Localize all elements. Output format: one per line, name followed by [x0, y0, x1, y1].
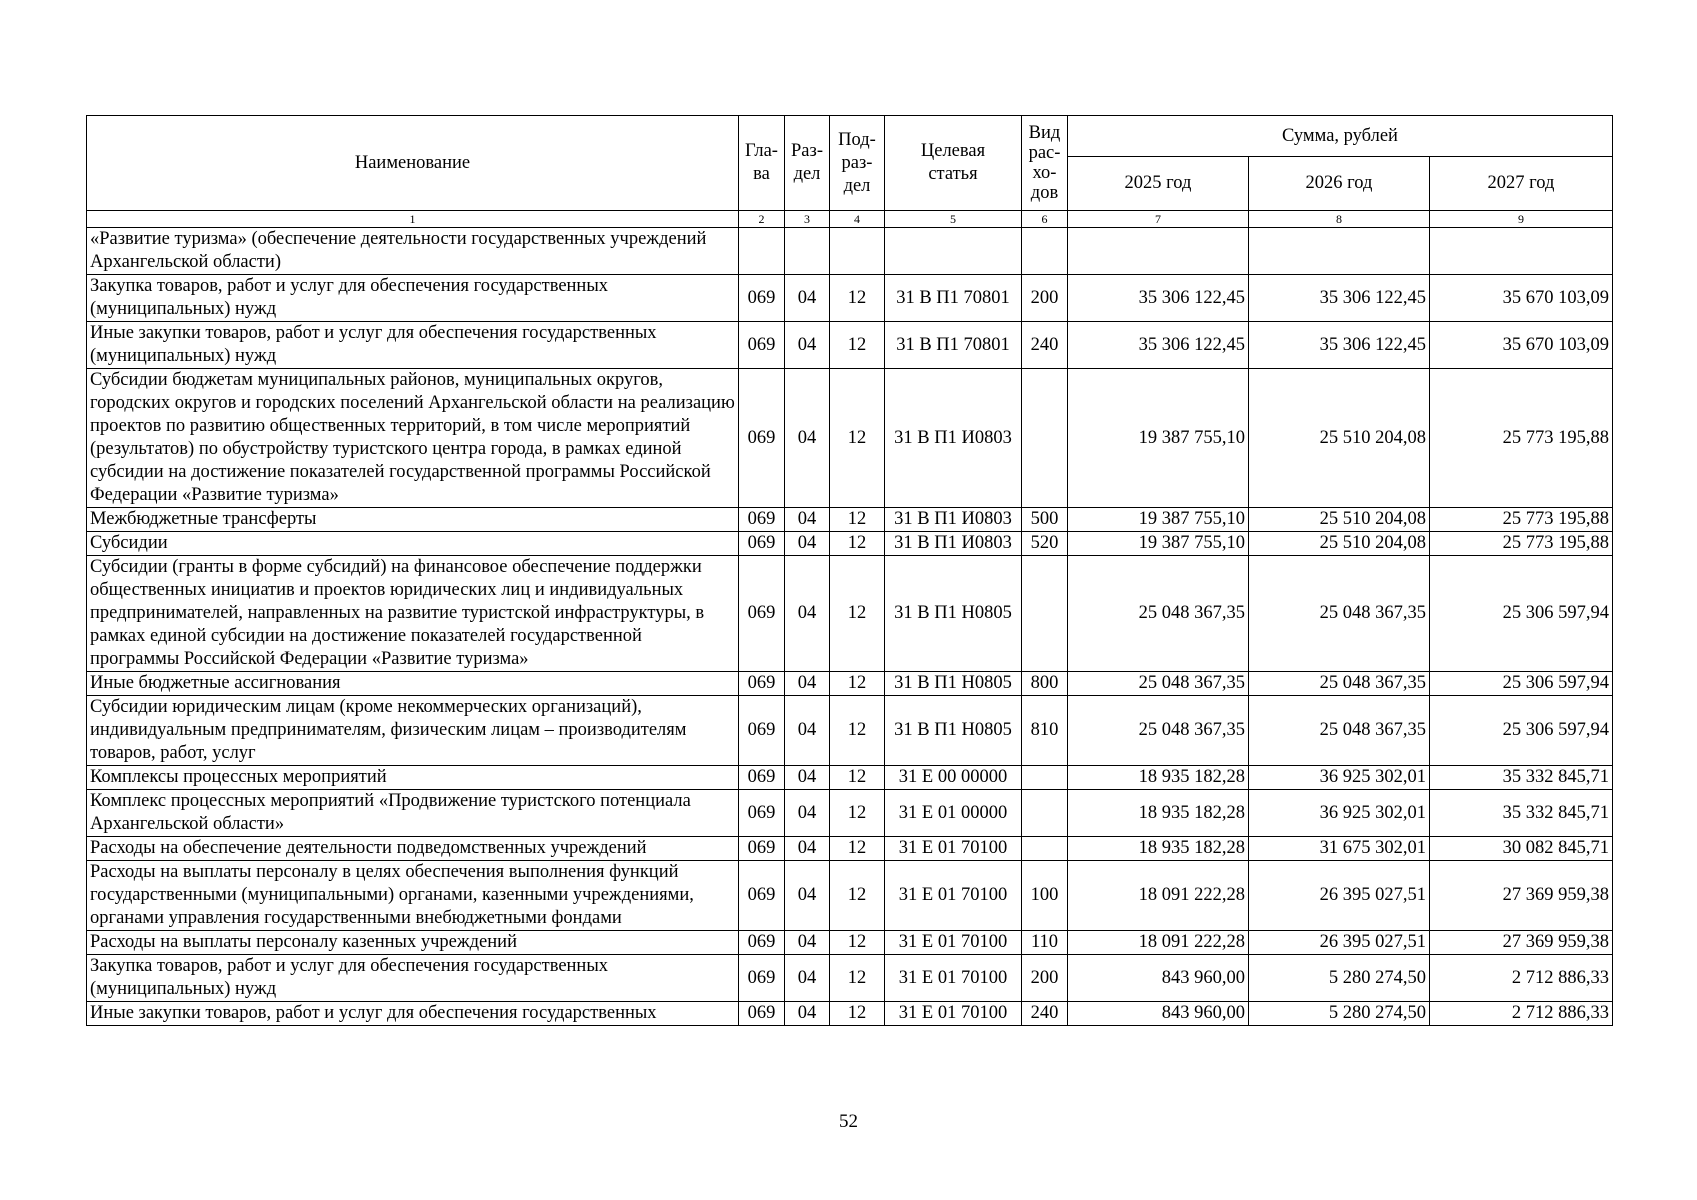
row-section: 04: [785, 556, 830, 672]
row-name: Закупка товаров, работ и услуг для обеспечения государственных (муниципальных) нужд: [87, 955, 739, 1002]
row-target-article: 31 Е 01 70100: [885, 837, 1022, 861]
row-sum-2026: 26 395 027,51: [1249, 931, 1430, 955]
column-number: 3: [785, 211, 830, 228]
row-section: 04: [785, 955, 830, 1002]
row-expense-type: 200: [1022, 955, 1068, 1002]
row-chapter: 069: [739, 275, 785, 322]
row-section: 04: [785, 931, 830, 955]
row-sum-2025: 25 048 367,35: [1068, 556, 1249, 672]
row-target-article: 31 Е 01 00000: [885, 790, 1022, 837]
row-sum-2027: 25 306 597,94: [1430, 672, 1613, 696]
row-chapter: 069: [739, 532, 785, 556]
row-chapter: 069: [739, 696, 785, 766]
table-row: [87, 369, 1613, 508]
row-sum-2026: 26 395 027,51: [1249, 861, 1430, 931]
row-target-article: [885, 228, 1022, 275]
table-row: [87, 672, 1613, 696]
table-row: [87, 955, 1613, 1002]
row-sum-2025: 19 387 755,10: [1068, 508, 1249, 532]
row-sum-2027: 30 082 845,71: [1430, 837, 1613, 861]
row-subsection: 12: [830, 837, 885, 861]
row-expense-type: 240: [1022, 322, 1068, 369]
row-name: Расходы на выплаты персоналу казенных учреждений: [87, 931, 739, 955]
column-number: 8: [1249, 211, 1430, 228]
row-sum-2027: 35 670 103,09: [1430, 322, 1613, 369]
row-target-article: 31 В П1 Н0805: [885, 556, 1022, 672]
row-chapter: 069: [739, 672, 785, 696]
row-sum-2025: 18 935 182,28: [1068, 790, 1249, 837]
row-subsection: 12: [830, 931, 885, 955]
row-name: «Развитие туризма» (обеспечение деятельности государственных учреждений Архангельской области): [87, 228, 739, 275]
row-sum-2027: 35 670 103,09: [1430, 275, 1613, 322]
row-subsection: 12: [830, 672, 885, 696]
row-name: Закупка товаров, работ и услуг для обеспечения государственных (муниципальных) нужд: [87, 275, 739, 322]
row-target-article: 31 Е 01 70100: [885, 1002, 1022, 1026]
row-subsection: 12: [830, 322, 885, 369]
row-sum-2026: 36 925 302,01: [1249, 790, 1430, 837]
row-expense-type: 800: [1022, 672, 1068, 696]
row-expense-type: [1022, 556, 1068, 672]
row-target-article: 31 Е 01 70100: [885, 955, 1022, 1002]
row-section: 04: [785, 766, 830, 790]
row-name: Комплекс процессных мероприятий «Продвижение туристского потенциала Архангельской области»: [87, 790, 739, 837]
budget-table: [86, 115, 1613, 1026]
row-sum-2025: 18 935 182,28: [1068, 766, 1249, 790]
row-chapter: 069: [739, 837, 785, 861]
row-sum-2027: 25 306 597,94: [1430, 556, 1613, 672]
table-row: [87, 1002, 1613, 1026]
row-sum-2025: 19 387 755,10: [1068, 369, 1249, 508]
column-number: 1: [87, 211, 739, 228]
row-name: Иные закупки товаров, работ и услуг для обеспечения государственных: [87, 1002, 739, 1026]
row-chapter: 069: [739, 556, 785, 672]
row-expense-type: 240: [1022, 1002, 1068, 1026]
row-chapter: 069: [739, 322, 785, 369]
table-row: [87, 532, 1613, 556]
header-subsection: Под- раз- дел: [830, 116, 885, 211]
row-section: 04: [785, 790, 830, 837]
row-sum-2027: 2 712 886,33: [1430, 955, 1613, 1002]
row-sum-2027: [1430, 228, 1613, 275]
row-target-article: 31 В П1 70801: [885, 322, 1022, 369]
row-sum-2027: 25 773 195,88: [1430, 369, 1613, 508]
row-sum-2026: 36 925 302,01: [1249, 766, 1430, 790]
row-chapter: 069: [739, 790, 785, 837]
row-subsection: 12: [830, 1002, 885, 1026]
row-sum-2026: 5 280 274,50: [1249, 1002, 1430, 1026]
row-chapter: [739, 228, 785, 275]
row-expense-type: 500: [1022, 508, 1068, 532]
column-numbers-row: [87, 211, 1613, 228]
row-sum-2027: 2 712 886,33: [1430, 1002, 1613, 1026]
row-section: 04: [785, 837, 830, 861]
table-header: [87, 116, 1613, 228]
row-chapter: 069: [739, 1002, 785, 1026]
row-sum-2026: 25 510 204,08: [1249, 369, 1430, 508]
row-target-article: 31 В П1 70801: [885, 275, 1022, 322]
row-sum-2026: 31 675 302,01: [1249, 837, 1430, 861]
table-row: [87, 861, 1613, 931]
row-target-article: 31 В П1 И0803: [885, 369, 1022, 508]
header-section: Раз- дел: [785, 116, 830, 211]
row-sum-2025: 18 935 182,28: [1068, 837, 1249, 861]
row-section: 04: [785, 508, 830, 532]
row-sum-2027: 35 332 845,71: [1430, 766, 1613, 790]
row-sum-2027: 25 773 195,88: [1430, 508, 1613, 532]
row-sum-2027: 25 306 597,94: [1430, 696, 1613, 766]
header-name: Наименование: [87, 116, 739, 211]
row-subsection: 12: [830, 369, 885, 508]
row-name: Иные закупки товаров, работ и услуг для обеспечения государственных (муниципальных) нужд: [87, 322, 739, 369]
table-row: [87, 790, 1613, 837]
row-subsection: 12: [830, 556, 885, 672]
header-sum: Сумма, рублей: [1068, 116, 1613, 157]
column-number: 4: [830, 211, 885, 228]
table-body: [87, 228, 1613, 1026]
row-subsection: 12: [830, 508, 885, 532]
row-sum-2026: [1249, 228, 1430, 275]
row-name: Субсидии: [87, 532, 739, 556]
row-section: 04: [785, 275, 830, 322]
row-sum-2027: 27 369 959,38: [1430, 931, 1613, 955]
row-expense-type: 520: [1022, 532, 1068, 556]
row-name: Расходы на обеспечение деятельности подведомственных учреждений: [87, 837, 739, 861]
row-target-article: 31 В П1 И0803: [885, 508, 1022, 532]
row-name: Межбюджетные трансферты: [87, 508, 739, 532]
header-year-2025: 2025 год: [1068, 157, 1249, 211]
column-number: 7: [1068, 211, 1249, 228]
row-name: Расходы на выплаты персоналу в целях обеспечения выполнения функций государственными (муниципальными) органами, казенными учреждениями, органами управления государственными внебюджетными фондами: [87, 861, 739, 931]
row-section: 04: [785, 696, 830, 766]
row-name: Субсидии бюджетам муниципальных районов, муниципальных округов, городских округов и городских поселений Архангельской области на реализацию проектов по развитию общественных территорий, в том числе мероприятий (результатов) по обустройству туристского центра города, в рамках единой субсидии на достижение показателей государственной программы Российской Федерации «Развитие туризма»: [87, 369, 739, 508]
row-expense-type: [1022, 837, 1068, 861]
table-row: [87, 228, 1613, 275]
row-sum-2026: 25 048 367,35: [1249, 556, 1430, 672]
row-name: Комплексы процессных мероприятий: [87, 766, 739, 790]
row-sum-2027: 27 369 959,38: [1430, 861, 1613, 931]
row-sum-2026: 25 048 367,35: [1249, 672, 1430, 696]
row-target-article: 31 В П1 И0803: [885, 532, 1022, 556]
column-number: 2: [739, 211, 785, 228]
row-expense-type: 100: [1022, 861, 1068, 931]
table-row: [87, 696, 1613, 766]
row-sum-2025: 18 091 222,28: [1068, 861, 1249, 931]
row-expense-type: [1022, 790, 1068, 837]
header-target-article: Целевая статья: [885, 116, 1022, 211]
header-year-2026: 2026 год: [1249, 157, 1430, 211]
header-year-2027: 2027 год: [1430, 157, 1613, 211]
row-section: 04: [785, 672, 830, 696]
table-row: [87, 931, 1613, 955]
table-row: [87, 766, 1613, 790]
row-chapter: 069: [739, 955, 785, 1002]
row-expense-type: 200: [1022, 275, 1068, 322]
row-target-article: 31 Е 00 00000: [885, 766, 1022, 790]
row-subsection: 12: [830, 955, 885, 1002]
row-sum-2025: 18 091 222,28: [1068, 931, 1249, 955]
row-section: 04: [785, 861, 830, 931]
row-name: Иные бюджетные ассигнования: [87, 672, 739, 696]
row-sum-2025: 35 306 122,45: [1068, 322, 1249, 369]
row-chapter: 069: [739, 766, 785, 790]
header-expense-type: Вид рас- хо- дов: [1022, 116, 1068, 211]
row-sum-2026: 35 306 122,45: [1249, 275, 1430, 322]
row-sum-2026: 35 306 122,45: [1249, 322, 1430, 369]
row-chapter: 069: [739, 369, 785, 508]
row-section: 04: [785, 322, 830, 369]
table-row: [87, 322, 1613, 369]
column-number: 5: [885, 211, 1022, 228]
header-chapter: Гла- ва: [739, 116, 785, 211]
row-subsection: 12: [830, 766, 885, 790]
row-target-article: 31 Е 01 70100: [885, 861, 1022, 931]
row-subsection: 12: [830, 790, 885, 837]
row-name: Субсидии (гранты в форме субсидий) на финансовое обеспечение поддержки общественных инициатив и проектов юридических лиц и индивидуальных предпринимателей, направленных на развитие туристской инфраструктуры, в рамках единой субсидии на достижение показателей государственной программы Российской Федерации «Развитие туризма»: [87, 556, 739, 672]
row-target-article: 31 Е 01 70100: [885, 931, 1022, 955]
row-target-article: 31 В П1 Н0805: [885, 696, 1022, 766]
row-subsection: 12: [830, 861, 885, 931]
table-row: [87, 275, 1613, 322]
row-sum-2026: 5 280 274,50: [1249, 955, 1430, 1002]
row-sum-2026: 25 510 204,08: [1249, 532, 1430, 556]
row-subsection: [830, 228, 885, 275]
row-subsection: 12: [830, 275, 885, 322]
row-sum-2025: 25 048 367,35: [1068, 672, 1249, 696]
row-sum-2025: 843 960,00: [1068, 1002, 1249, 1026]
row-expense-type: [1022, 766, 1068, 790]
row-section: 04: [785, 369, 830, 508]
column-number: 9: [1430, 211, 1613, 228]
row-sum-2027: 25 773 195,88: [1430, 532, 1613, 556]
row-subsection: 12: [830, 696, 885, 766]
row-name: Субсидии юридическим лицам (кроме некоммерческих организаций), индивидуальным предпринимателям, физическим лицам – производителям товаров, работ, услуг: [87, 696, 739, 766]
column-number: 6: [1022, 211, 1068, 228]
row-section: 04: [785, 532, 830, 556]
row-chapter: 069: [739, 508, 785, 532]
row-sum-2025: [1068, 228, 1249, 275]
row-sum-2025: 35 306 122,45: [1068, 275, 1249, 322]
row-expense-type: [1022, 228, 1068, 275]
row-sum-2025: 843 960,00: [1068, 955, 1249, 1002]
row-section: [785, 228, 830, 275]
table-row: [87, 556, 1613, 672]
row-expense-type: 810: [1022, 696, 1068, 766]
row-expense-type: 110: [1022, 931, 1068, 955]
row-target-article: 31 В П1 Н0805: [885, 672, 1022, 696]
row-chapter: 069: [739, 861, 785, 931]
row-sum-2025: 25 048 367,35: [1068, 696, 1249, 766]
row-sum-2026: 25 510 204,08: [1249, 508, 1430, 532]
page-number: 52: [839, 1111, 858, 1132]
row-sum-2025: 19 387 755,10: [1068, 532, 1249, 556]
row-sum-2027: 35 332 845,71: [1430, 790, 1613, 837]
row-expense-type: [1022, 369, 1068, 508]
table-row: [87, 837, 1613, 861]
row-section: 04: [785, 1002, 830, 1026]
table-row: [87, 508, 1613, 532]
row-chapter: 069: [739, 931, 785, 955]
row-subsection: 12: [830, 532, 885, 556]
row-sum-2026: 25 048 367,35: [1249, 696, 1430, 766]
